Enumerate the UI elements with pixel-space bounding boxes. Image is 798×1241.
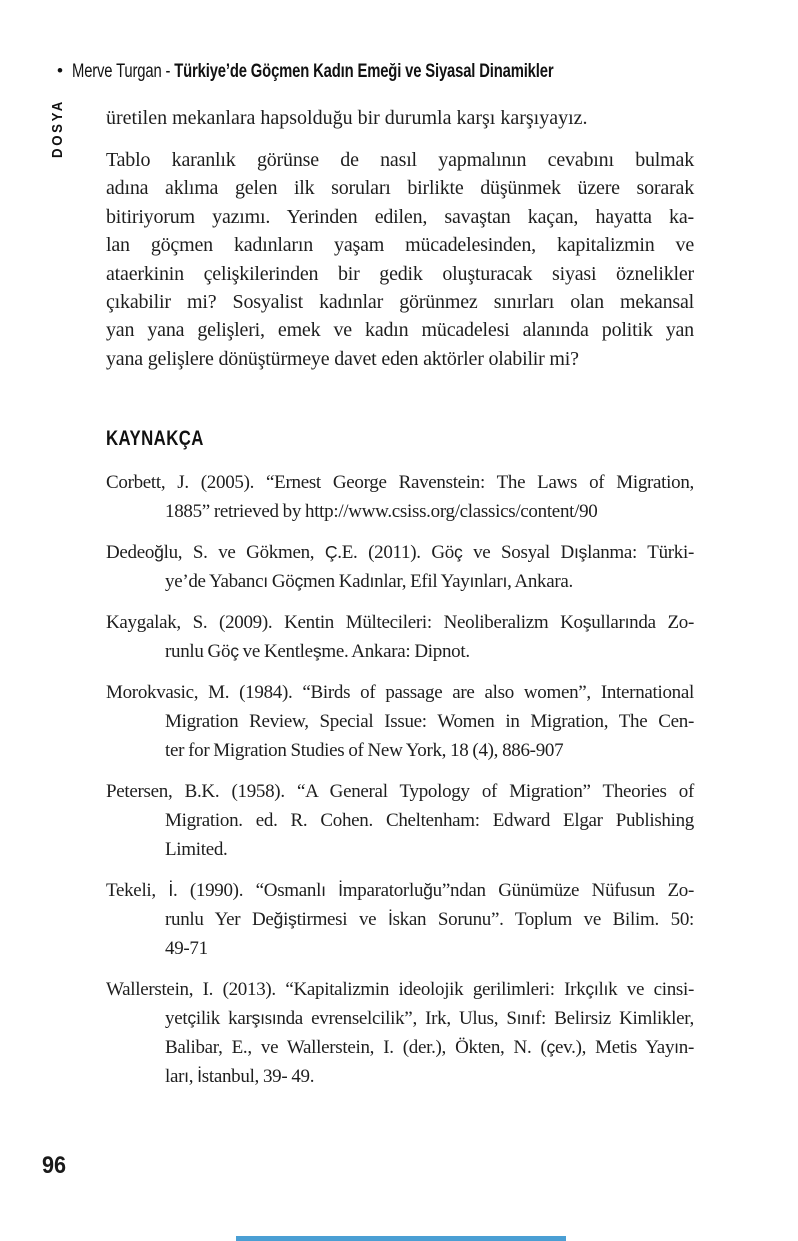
substituted-glyph: ı [369,571,375,591]
bullet-icon: • [57,61,63,80]
substituted-glyph: İ [197,1066,202,1086]
substituted-glyph: Ç [324,542,338,562]
body-line: yana gelişlere dönüştürmeye davet eden aktörler olabilir mi? [106,347,579,370]
reference-list [106,468,694,1103]
substituted-glyph: ı [271,1008,277,1028]
reference-entry [106,538,694,596]
body-line: ataerkinin çelişkilerinden bir gedik oluşturacak siyasi öznelikler [106,262,694,285]
substituted-glyph: ş [312,641,322,661]
substituted-glyph: ı [674,1037,679,1057]
body-paragraph-2 [106,146,694,373]
reference-line: ları, İstanbul, 39- 49. [165,1066,315,1087]
reference-line: ter for Migration Studies of New York, 18 (4), 886-907 [165,740,564,761]
substituted-glyph: ı [603,979,609,999]
reference-line: yetçilik karşısında evrenselcilik”, Irk, Ulus, Sınıf: Belirsiz Kimlikler, [165,1008,694,1029]
reference-entry [106,876,694,963]
reference-line: 1885” retrieved by http://www.csiss.org/classics/content/90 [165,501,598,522]
reference-line: Wallerstein, I. (2013). “Kapitalizmin ideolojik gerilimleri: Irkçılık ve cinsi- [106,979,694,1000]
reference-entry [106,608,694,666]
substituted-glyph: İ [168,880,173,900]
reference-line: runlu Göç ve Kentleşme. Ankara: Dipnot. [165,641,470,662]
substituted-glyph: ı [469,571,475,591]
substituted-glyph: ç [230,641,239,661]
substituted-glyph: ğ [154,542,164,562]
substituted-glyph: ç [546,1037,556,1057]
reference-line: runlu Yer Değiştirmesi ve İskan Sorunu”. Toplum ve Bilim. 50: [165,909,694,930]
substituted-glyph: ş [288,909,297,929]
substituted-glyph: ç [453,542,463,562]
substituted-glyph: ı [516,1008,522,1028]
substituted-glyph: çı [585,979,599,999]
reference-line: Morokvasic, M. (1984). “Birds of passage are also women”, International [106,682,694,703]
substituted-glyph: ı [624,612,630,632]
reference-line: Migration Review, Special Issue: Women in Migration, The Cen- [165,711,694,732]
body-paragraph-1: üretilen mekanlara hapsolduğu bir durumla karşı karşıyayız. [106,107,588,129]
substituted-glyph: ı [502,571,508,591]
body-line: bitiriyorum yazımı. Yerinden edilen, savaştan kaçan, hayatta ka- [106,205,694,228]
bibliography-heading: KAYNAKÇA [106,427,204,450]
body-line: yan yana gelişleri, emek ve kadın mücadelesi alanında politik yan [106,319,694,342]
section-label-vertical: DOSYA [49,99,66,158]
page-number: 96 [42,1152,67,1179]
body-line: adına aklıma gelen ilk soruları birlikte düşünmek üzere sorarak [106,177,694,200]
substituted-glyph: İ [387,909,393,929]
reference-line: Kaygalak, S. (2009). Kentin Mültecileri: Neoliberalizm Koşullarında Zo- [106,612,694,633]
substituted-glyph: ç [187,1008,196,1028]
reference-line: ye’de Yabancı Göçmen Kadınlar, Efil Yayınları, Ankara. [165,571,573,592]
substituted-glyph: şı [251,1008,265,1028]
substituted-glyph: ış [573,542,588,562]
reference-line: Corbett, J. (2005). “Ernest George Ravenstein: The Laws of Migration, [106,472,694,493]
footer-accent-bar [236,1236,566,1241]
substituted-glyph: ç [294,571,303,591]
substituted-glyph: ı [263,571,268,591]
reference-line: Migration. ed. R. Cohen. Cheltenham: Edward Elgar Publishing [165,810,694,831]
reference-entry [106,678,694,765]
reference-line: Dedeoğlu, S. ve Gökmen, Ç.E. (2011). Göç ve Sosyal Dışlanma: Türki- [106,542,695,563]
header-author: Merve Turgan - [71,61,175,82]
body-line: çıkabilir mi? Sosyalist kadınlar görünmez sınırları olan mekansal [106,291,694,314]
reference-line: Balibar, E., ve Wallerstein, I. (der.), Ökten, N. (çev.), Metis Yayın- [165,1037,694,1058]
substituted-glyph: ğ [423,880,433,900]
reference-entry [106,777,694,864]
reference-line: Limited. [165,839,228,860]
body-line: lan göçmen kadınların yaşam mücadelesinden, kapitalizmin ve [106,234,694,257]
body-line: Tablo karanlık görünse de nasıl yapmalının cevabını bulmak [106,149,694,171]
reference-line: 49-71 [165,938,208,959]
reference-line: Petersen, B.K. (1958). “A General Typology of Migration” Theories of [106,781,694,802]
substituted-glyph: ı [530,1008,536,1028]
reference-entry [106,975,694,1091]
reference-line: Tekeli, İ. (1990). “Osmanlı İmparatorluğu”ndan Günümüze Nüfusun Zo- [106,880,694,901]
substituted-glyph: ş [582,612,592,632]
substituted-glyph: ı [184,1066,189,1086]
reference-entry [106,468,694,526]
header-title: Türkiye’de Göçmen Kadın Emeği ve Siyasal Dinamikler [174,61,554,82]
substituted-glyph: İ [338,880,343,900]
running-header [57,61,689,83]
substituted-glyph: ı [321,880,326,900]
substituted-glyph: ğ [273,909,284,929]
